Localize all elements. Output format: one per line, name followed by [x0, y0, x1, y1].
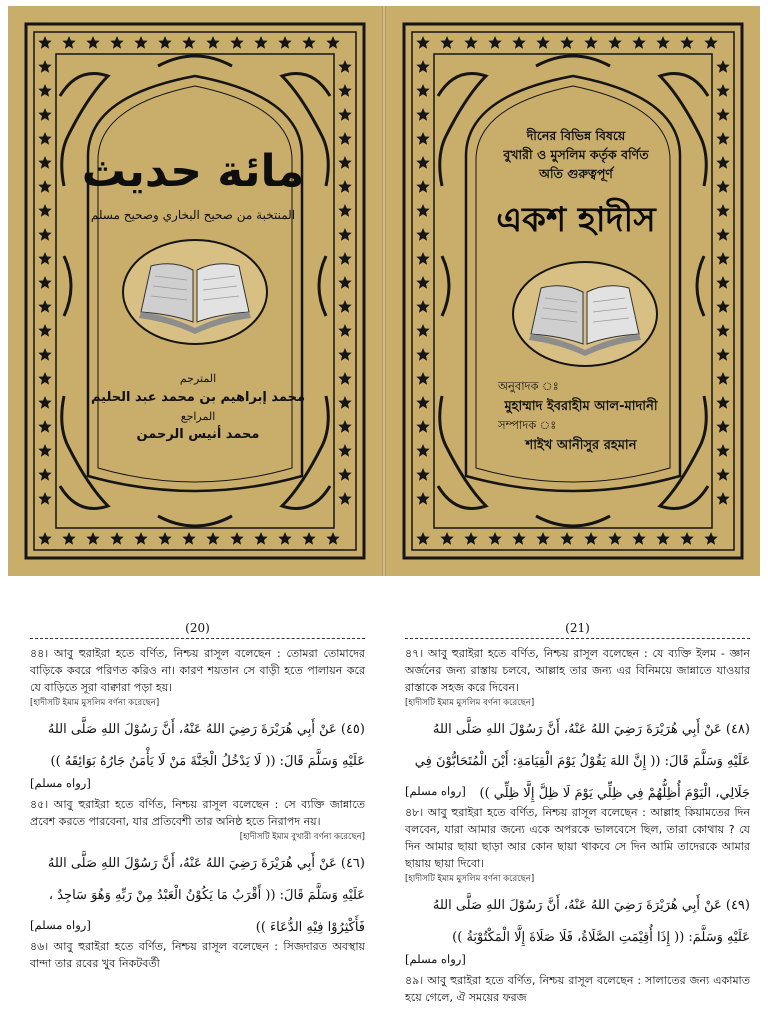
translator-label-ar: المترجم: [179, 372, 217, 385]
hadith-text-ar: جَلَالِي، الْيَوْمَ أُظِلُّهُمْ فِي ظِلِّي يَوْمَ لَا ظِلَّ إِلَّا ظِلِّي )): [479, 786, 750, 801]
open-book-icon: [121, 238, 269, 346]
page-number: (21): [565, 621, 590, 635]
hadith-translation: [30, 796, 365, 844]
hadith-text-ar: عَلَيْهِ وَسَلَّمَ قَالَ: (( إِنَّ اللهَ يَقُوْلُ يَوْمَ الْقِيَامَةِ: أَيْنَ الْمُتَحَابُّوْنَ فِي: [414, 754, 750, 769]
reviewer-name-ar: محمد أنيس الرحمن: [136, 427, 260, 442]
hadith-text-ar: (٤٦) عَنْ أَبِي هُرَيْرَةَ رَضِيَ اللهُ عَنْهُ، أَنَّ رَسُوْلَ اللهِ صَلَّى اللهُ: [47, 856, 365, 871]
hadith-arabic: [405, 892, 750, 966]
subtitle-line-1: দীনের বিভিন্ন বিষয়ে: [526, 128, 626, 143]
hadith-text-ar: عَلَيْهِ وَسَلَّمَ قَالَ: (( لَا يَدْخُلُ الْجَنَّةَ مَنْ لَا يَأْمَنُ جَارُهُ بَوَائِقَهُ )): [50, 754, 365, 769]
hadith-reference: [رواه مسلم]: [30, 776, 91, 790]
hadith-arabic: [30, 850, 365, 935]
hadith-text-ar: (٤٥) عَنْ أَبِي هُرَيْرَةَ رَضِيَ اللهُ عَنْهُ، أَنَّ رَسُوْلَ اللهِ صَلَّى اللهُ: [47, 722, 365, 737]
subtitle-line-2: বুখারী ও মুসলিম কর্তৃক বর্ণিত: [503, 147, 649, 162]
back-cover: [8, 6, 382, 576]
translator-name-ar: محمد إبراهيم بن محمد عبد الحليم: [90, 390, 306, 405]
hadith-text-bn: ৪৪। আবু হুরাইরা হতে বর্ণিত, নিশ্চয় রাসূল বলেছেন : তোমরা তোমাদের বাড়িকে কবরে পরিণত করিও না। কারণ শয়তান সে বাড়ী হতে পালায়ন করে যে বাড়িতে সূরা বাক্বারা পড়া হয়।: [30, 647, 365, 694]
hadith-translation: [30, 645, 365, 710]
hadith-text-ar: (٤٨) عَنْ أَبِي هُرَيْرَةَ رَضِيَ اللهُ عَنْهُ، أَنَّ رَسُوْلَ اللهِ صَلَّى اللهُ: [432, 722, 750, 737]
bengali-title: একশ হাদীস: [496, 200, 656, 240]
hadith-arabic: [30, 716, 365, 790]
hadith-translation: [405, 645, 750, 710]
page-number: (20): [185, 621, 210, 635]
arabic-title: مائة حديث: [81, 146, 305, 197]
subtitle-line-3: অতি গুরুত্বপূর্ণ: [539, 166, 613, 181]
hadith-text-ar: عَلَيْهِ وَسَلَّمَ قَالَ: (( أَقْرَبُ مَا يَكُوْنُ الْعَبْدُ مِنْ رَبِّهِ وَهُوَ سَاجِدٌ ،: [48, 888, 365, 903]
hadith-translation: [30, 938, 365, 972]
page-left: [30, 620, 365, 1024]
header-rule: [30, 638, 365, 639]
hadith-text-bn: ৪৮। আবু হুরাইরা হতে বর্ণিত, নিশ্চয় রাসূল বলেছেন : আল্লাহ কিয়ামতের দিন বলবেন, যারা আমার জন্যে একে অপরকে ভালবেসে ছিল, তারা কোথায় ? যে দিন আমার ছায়া ছাড়া আর কোন ছায়া থাকবে সে দিন আমি তাদেরকে আমার ছায়ায় ছায়া দিবো।: [405, 806, 750, 870]
hadith-text-bn: ৪৬। আবু হুরাইরা হতে বর্ণিত, নিশ্চয় রাসূল বলেছেন : সিজদারত অবস্থায় বান্দা তার রবের খুব নিকটবর্তী: [30, 940, 365, 970]
arabic-subtitle: المنتخبة من صحيح البخاري وصحيح مسلم: [90, 208, 296, 222]
front-cover: [386, 6, 760, 576]
hadith-source: [হাদীসটি ইমাম বুখারী বর্ণনা করেছেন]: [239, 832, 365, 842]
cover-spread: [8, 6, 760, 576]
translator-label-bn: অনুবাদক ঃ: [498, 379, 559, 393]
hadith-text-ar: فَأَكْثِرُوْا فِيْهِ الدُّعَاءَ )): [255, 920, 365, 935]
hadith-source: [হাদীসটি ইমাম মুসলিম বর্ণনা করেছেন]: [405, 874, 535, 884]
hadith-arabic: [405, 716, 750, 801]
hadith-reference: [رواه مسلم]: [405, 952, 466, 966]
hadith-translation: [405, 972, 750, 1006]
hadith-text-bn: ৪৯। আবু হুরাইরা হতে বর্ণিত, নিশ্চয় রাসূল বলেছেন : সালাতের জন্য একামাত হয়ে গেলে, ঐ সময়ের ফরজ: [405, 974, 750, 1004]
hadith-text-bn: ৪৭। আবু হুরাইরা হতে বর্ণিত, নিশ্চয় রাসূল বলেছেন : যে ব্যক্তি ইলম - জ্ঞান অর্জনের জন্য রাস্তায় চলবে, আল্লাহ তার জন্য এর বিনিময়ে জান্নাতে যাওয়ার রাস্তাকে সহজ করে দিবেন।: [405, 647, 750, 694]
header-rule: [405, 638, 750, 639]
hadith-text-ar: (٤٩) عَنْ أَبِي هُرَيْرَةَ رَضِيَ اللهُ عَنْهُ، أَنَّ رَسُوْلَ اللهِ صَلَّى اللهُ: [432, 898, 750, 913]
hadith-source: [হাদীসটি ইমাম মুসলিম বর্ণনা করেছেন]: [405, 698, 535, 708]
editor-name-bn: শাইখ আনীসুর রহমান: [525, 438, 637, 453]
translator-name-bn: মুহাম্মাদ ইবরাহীম আল-মাদানী: [504, 399, 658, 414]
hadith-text-ar: عَلَيْهِ وَسَلَّمَ: (( إِذَا أُقِيْمَتِ الصَّلَاةُ، فَلَا صَلَاةَ إِلَّا الْمَكْتُوْبَةُ )): [452, 930, 750, 945]
reviewer-label-ar: المراجع: [180, 410, 216, 423]
hadith-reference: [رواه مسلم]: [405, 784, 466, 798]
open-book-icon: [510, 260, 660, 368]
hadith-text-bn: ৪৫। আবু হুরাইরা হতে বর্ণিত, নিশ্চয় রাসূল বলেছেন : সে ব্যক্তি জান্নাতে প্রবেশ করতে পারবেনা, যার প্রতিবেশী তার অনিষ্ঠ হতে নিরাপদ নয়।: [30, 798, 365, 828]
hadith-translation: [405, 804, 750, 886]
hadith-reference: [رواه مسلم]: [30, 918, 91, 932]
editor-label-bn: সম্পাদক ঃ: [498, 418, 557, 432]
hadith-source: [হাদীসটি ইমাম মুসলিম বর্ণনা করেছেন]: [30, 698, 160, 708]
page-right: [405, 620, 750, 1024]
